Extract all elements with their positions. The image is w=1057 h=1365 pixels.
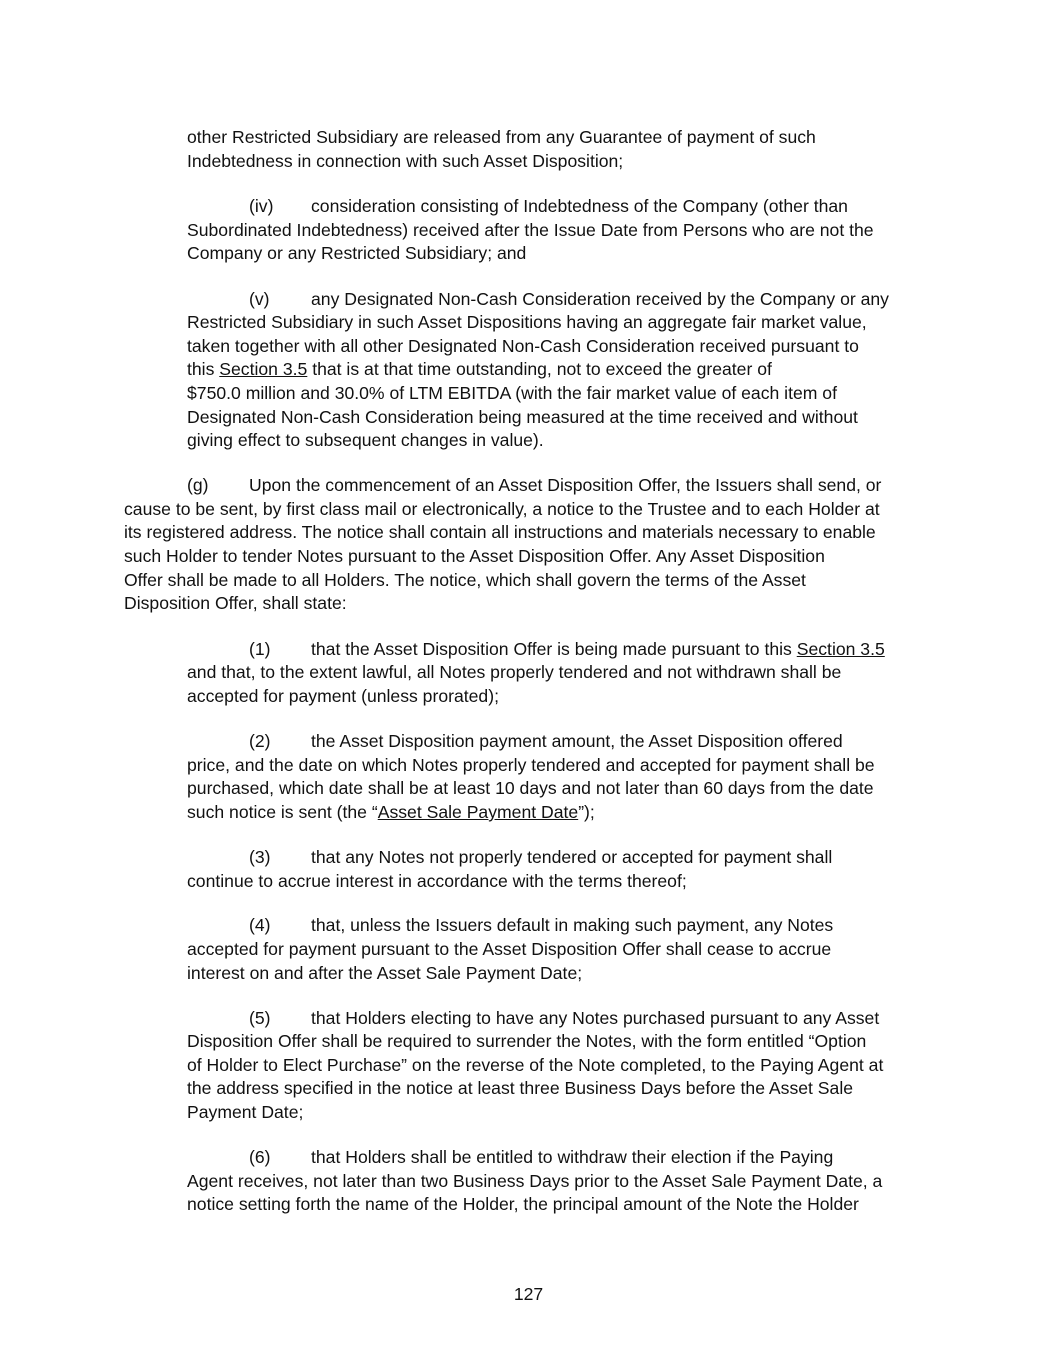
text-line: Indebtedness in connection with such Asset Disposition; bbox=[187, 151, 624, 171]
text-line bbox=[187, 800, 595, 824]
text-line: notice setting forth the name of the Holder, the principal amount of the Note the Holder bbox=[187, 1194, 859, 1214]
text-line bbox=[187, 357, 772, 381]
clause-label: (5) bbox=[249, 1008, 271, 1028]
text-line: any Designated Non-Cash Consideration received by the Company or any bbox=[311, 289, 889, 309]
text-line: Payment Date; bbox=[187, 1102, 304, 1122]
clause-label: (g) bbox=[187, 475, 209, 495]
text-line: accepted for payment pursuant to the Asset Disposition Offer shall cease to accrue bbox=[187, 939, 832, 959]
text-line: $750.0 million and 30.0% of LTM EBITDA (with the fair market value of each item of bbox=[187, 383, 837, 403]
text-line: purchased, which date shall be at least 10 days and not later than 60 days from the date bbox=[187, 778, 874, 798]
text-line: and that, to the extent lawful, all Notes properly tendered and not withdrawn shall be bbox=[187, 662, 842, 682]
text-line: Designated Non-Cash Consideration being measured at the time received and without bbox=[187, 407, 858, 427]
clause-label: (6) bbox=[249, 1147, 271, 1167]
text-line: Upon the commencement of an Asset Disposition Offer, the Issuers shall send, or bbox=[249, 475, 882, 495]
text-line: Disposition Offer, shall state: bbox=[124, 593, 347, 613]
text-line: Subordinated Indebtedness) received after the Issue Date from Persons who are not the bbox=[187, 220, 874, 240]
text-segment: ”); bbox=[578, 802, 595, 822]
text-line: that any Notes not properly tendered or accepted for payment shall bbox=[311, 847, 833, 867]
text-line: taken together with all other Designated Non-Cash Consideration received pursuant to bbox=[187, 336, 859, 356]
text-line: continue to accrue interest in accordance with the terms thereof; bbox=[187, 871, 687, 891]
text-line: Agent receives, not later than two Business Days prior to the Asset Sale Payment Date, a bbox=[187, 1171, 883, 1191]
clause-label: (3) bbox=[249, 847, 271, 867]
text-line: Offer shall be made to all Holders. The notice, which shall govern the terms of the Asset bbox=[124, 570, 806, 590]
text-line: Restricted Subsidiary in such Asset Dispositions having an aggregate fair market value, bbox=[187, 312, 867, 332]
page-number: 127 bbox=[513, 1284, 544, 1304]
clause-label: (4) bbox=[249, 915, 271, 935]
section-reference: Section 3.5 bbox=[796, 639, 885, 659]
text-segment: this bbox=[187, 359, 220, 379]
text-line: cause to be sent, by first class mail or electronically, a notice to the Trustee and to each Holder at bbox=[124, 499, 880, 519]
text-segment: that is at that time outstanding, not to exceed the greater of bbox=[307, 359, 772, 379]
text-segment: such notice is sent (the “ bbox=[187, 802, 378, 822]
clause-label: (2) bbox=[249, 731, 271, 751]
text-line: that Holders shall be entitled to withdraw their election if the Paying bbox=[311, 1147, 834, 1167]
text-line: giving effect to subsequent changes in value). bbox=[187, 430, 544, 450]
text-line: Disposition Offer shall be required to surrender the Notes, with the form entitled “Option bbox=[187, 1031, 867, 1051]
text-line: other Restricted Subsidiary are released from any Guarantee of payment of such bbox=[187, 127, 816, 147]
text-line: of Holder to Elect Purchase” on the reverse of the Note completed, to the Paying Agent at bbox=[187, 1055, 884, 1075]
defined-term: Asset Sale Payment Date bbox=[377, 802, 579, 822]
text-line bbox=[311, 637, 885, 661]
text-line: interest on and after the Asset Sale Payment Date; bbox=[187, 963, 583, 983]
text-line: that, unless the Issuers default in making such payment, any Notes bbox=[311, 915, 834, 935]
text-line: price, and the date on which Notes properly tendered and accepted for payment shall be bbox=[187, 755, 875, 775]
text-line: that Holders electing to have any Notes purchased pursuant to any Asset bbox=[311, 1008, 880, 1028]
text-line: consideration consisting of Indebtedness of the Company (other than bbox=[311, 196, 848, 216]
text-line: its registered address. The notice shall contain all instructions and materials necessary to enable bbox=[124, 522, 876, 542]
text-line: the Asset Disposition payment amount, the Asset Disposition offered bbox=[311, 731, 843, 751]
clause-label: (iv) bbox=[249, 196, 274, 216]
text-line: accepted for payment (unless prorated); bbox=[187, 686, 499, 706]
text-line: Company or any Restricted Subsidiary; and bbox=[187, 243, 527, 263]
text-line: the address specified in the notice at least three Business Days before the Asset Sale bbox=[187, 1078, 854, 1098]
text-line: such Holder to tender Notes pursuant to the Asset Disposition Offer. Any Asset Disposition bbox=[124, 546, 825, 566]
section-reference: Section 3.5 bbox=[219, 359, 308, 379]
text-segment: that the Asset Disposition Offer is being made pursuant to this bbox=[311, 639, 797, 659]
clause-label: (1) bbox=[249, 639, 271, 659]
clause-label: (v) bbox=[249, 289, 270, 309]
